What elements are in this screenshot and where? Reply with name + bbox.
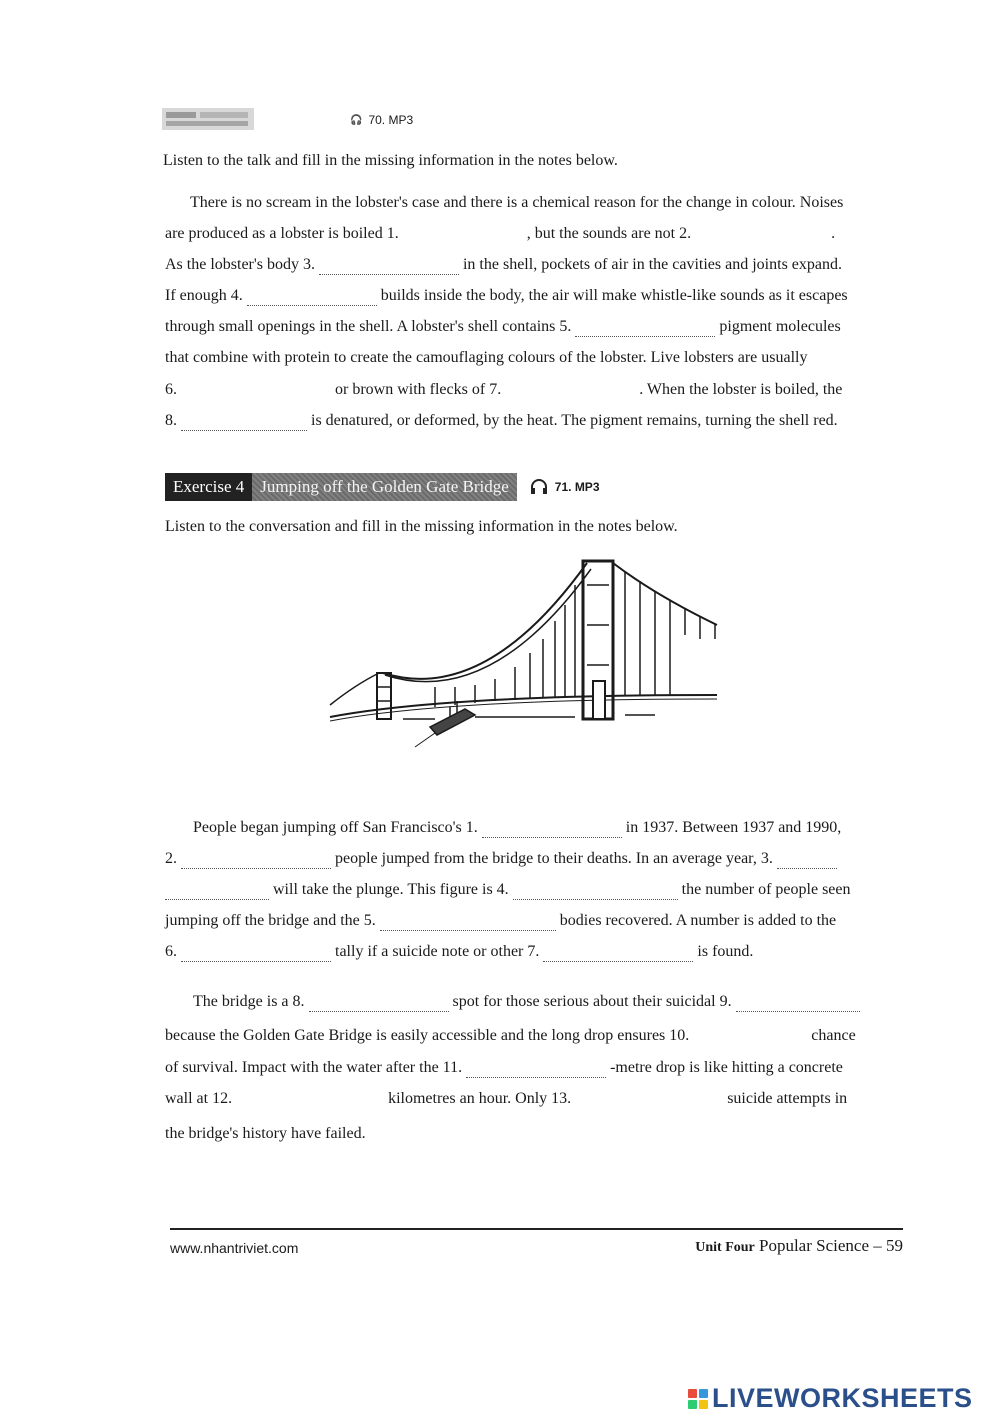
ex3-line-3: As the lobster's body 3. in the shell, pockets of air in the cavities and joints expand. [165,256,842,273]
ex3-blank-2[interactable] [695,225,827,243]
ex4-blank-3a[interactable] [777,850,837,869]
headphone-icon [529,478,549,496]
liveworksheets-name: LIVEWORKSHEETS [712,1383,973,1413]
liveworksheets-brand[interactable] [688,1383,973,1414]
ex3-line-2: are produced as a lobster is boiled 1. , but the sounds are not 2. . [165,225,836,242]
footer-divider [170,1228,903,1230]
ex3-blank-5[interactable] [575,318,715,337]
ex4-line-2: 2. people jumped from the bridge to their deaths. In an average year, 3. [165,849,903,869]
ex4-line-5: 6. tally if a suicide note or other 7. is found. [165,943,754,960]
footer-page-number: 59 [886,1236,903,1255]
ex4-blank-5[interactable] [380,912,556,931]
exercise4-title: Jumping off the Golden Gate Bridge [252,473,517,501]
bridge-illustration [325,555,725,755]
ex4-line-1: People began jumping off San Francisco's 1. in 1937. Between 1937 and 1990, [193,819,842,836]
publisher-logo-icon [160,104,256,134]
exercise4-label: Exercise 4 [165,473,252,501]
ex3-line-7: 6. or brown with flecks of 7. . When the lobster is boiled, the [165,381,843,398]
ex4-blank-11[interactable] [466,1059,606,1078]
exercise3-audio[interactable]: 🎧 70. MP3 [350,113,414,127]
ex4-line-4: jumping off the bridge and the 5. bodies recovered. A number is added to the [165,912,837,929]
headphone-icon: 🎧 [350,114,363,126]
ex4-blank-2[interactable] [181,850,331,869]
ex4-blank-13[interactable] [575,1090,723,1108]
ex4-blank-1[interactable] [482,819,622,838]
ex4-line-9: wall at 12. kilometres an hour. Only 13. suicide attempts in [165,1090,848,1107]
golden-gate-bridge-image [325,555,725,755]
ex3-blank-3[interactable] [319,256,459,275]
ex3-blank-6[interactable] [181,381,331,399]
ex4-line-3: will take the plunge. This figure is 4. the number of people seen [165,880,903,900]
footer-section: Popular Science – [759,1236,882,1255]
ex3-blank-1[interactable] [403,225,523,243]
ex4-blank-8[interactable] [309,993,449,1012]
ex4-blank-4[interactable] [513,881,678,900]
ex4-blank-3b[interactable] [165,881,269,900]
exercise4-instruction: Listen to the conversation and fill in the missing information in the notes below. [165,518,678,535]
ex3-line-8: 8. is denatured, or deformed, by the heat. The pigment remains, turning the shell red. [165,412,838,429]
ex4-line-6: The bridge is a 8. spot for those serious about their suicidal 9. [193,992,903,1012]
ex4-blank-7[interactable] [543,943,693,962]
ex3-line-6: that combine with protein to create the camouflaging colours of the lobster. Live lobsters are usually [165,349,808,366]
ex3-blank-8[interactable] [181,412,307,431]
ex3-blank-4[interactable] [247,287,377,306]
ex4-blank-9[interactable] [736,993,860,1012]
ex4-line-7: because the Golden Gate Bridge is easily accessible and the long drop ensures 10. chance [165,1027,856,1044]
exercise4-audio[interactable]: 71. MP3 [529,478,600,496]
footer-unit: Unit Four [695,1240,755,1255]
ex4-blank-6[interactable] [181,943,331,962]
ex3-blank-7[interactable] [505,381,635,399]
liveworksheets-logo-icon [688,1389,708,1409]
ex3-line-5: through small openings in the shell. A lobster's shell contains 5. pigment molecules [165,318,841,335]
ex4-line-8: of survival. Impact with the water after the 11. -metre drop is like hitting a concrete [165,1059,843,1076]
ex4-blank-10[interactable] [693,1027,807,1045]
footer-website: www.nhantriviet.com [170,1240,299,1256]
exercise3-instruction: Listen to the talk and fill in the missing information in the notes below. [163,152,618,169]
ex4-line-10: the bridge's history have failed. [165,1125,366,1142]
ex3-line-4: If enough 4. builds inside the body, the air will make whistle-like sounds as it escapes [165,287,848,304]
exercise4-heading [165,472,600,502]
ex4-blank-12[interactable] [236,1090,384,1108]
footer-page-info [695,1236,903,1256]
publisher-logo [160,104,256,134]
ex3-line-1: There is no scream in the lobster's case and there is a chemical reason for the change in colour. Noises [190,194,844,211]
